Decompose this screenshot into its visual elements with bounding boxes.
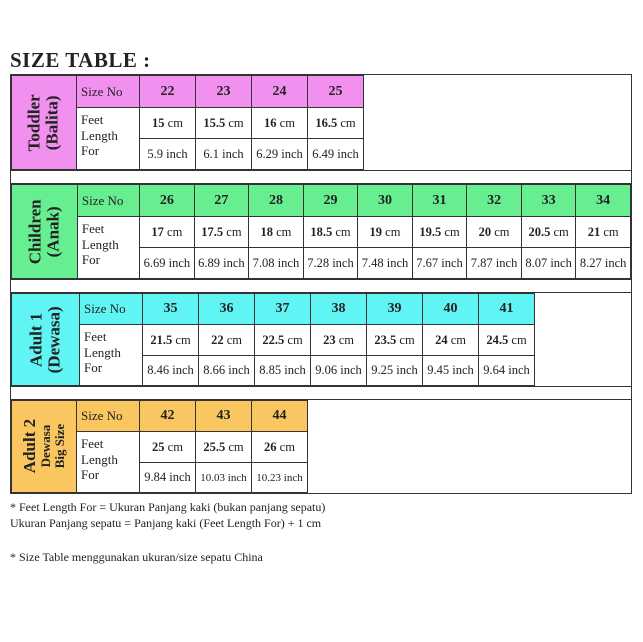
- cm-cell: [143, 325, 199, 356]
- cm-value: 25: [152, 439, 165, 454]
- inch-cell: 5.9 inch: [140, 139, 196, 170]
- size-number: 44: [252, 401, 308, 432]
- size-no-label: Size No: [77, 185, 139, 217]
- section-spacer: [11, 387, 631, 400]
- note-3: * Size Table menggunakan ukuran/size sepatu China: [10, 550, 263, 564]
- inch-cell: 6.1 inch: [196, 139, 252, 170]
- cm-cell: [252, 432, 308, 463]
- size-row: [12, 76, 364, 108]
- cm-cell: [140, 217, 195, 248]
- cm-unit: cm: [494, 224, 510, 239]
- inch-cell: 6.89 inch: [194, 248, 249, 279]
- cm-value: 20.5: [528, 224, 551, 239]
- inch-cell: 8.07 inch: [521, 248, 576, 279]
- cm-cell: [196, 108, 252, 139]
- size-number: 25: [308, 76, 364, 108]
- size-number: 43: [196, 401, 252, 432]
- feet-length-label: Feet Length For: [77, 108, 140, 170]
- section-table: [11, 75, 364, 170]
- cm-unit: cm: [226, 332, 242, 347]
- section-adult2: [11, 400, 631, 494]
- cm-unit: cm: [385, 224, 401, 239]
- size-no-label: Size No: [77, 401, 140, 432]
- cm-cell: [303, 217, 358, 248]
- section-name: Adult 1: [26, 312, 46, 367]
- section-name: Adult 2: [19, 419, 39, 474]
- size-number: 39: [367, 294, 423, 325]
- cm-value: 18.5: [310, 224, 333, 239]
- cm-unit: cm: [228, 115, 244, 130]
- size-number: 36: [199, 294, 255, 325]
- cm-cell: [479, 325, 535, 356]
- size-number: 41: [479, 294, 535, 325]
- section-toddler: [11, 75, 631, 171]
- cm-unit: cm: [444, 224, 460, 239]
- section-subname: (Balita): [42, 95, 62, 150]
- cm-value: 16.5: [315, 115, 338, 130]
- size-table: [10, 74, 632, 494]
- inch-cell: 10.03 inch: [196, 463, 252, 493]
- size-row: [12, 294, 535, 325]
- cm-unit: cm: [228, 439, 244, 454]
- section-label: [12, 294, 80, 386]
- size-number: 28: [249, 185, 304, 217]
- cm-row: [12, 325, 535, 356]
- inch-cell: 9.45 inch: [423, 356, 479, 386]
- cm-cell: [311, 325, 367, 356]
- cm-value: 20: [478, 224, 492, 239]
- section-name: Toddler: [25, 93, 45, 152]
- cm-cell: [358, 217, 413, 248]
- inch-cell: 6.49 inch: [308, 139, 364, 170]
- cm-value: 24: [435, 332, 448, 347]
- inch-cell: 7.67 inch: [412, 248, 467, 279]
- cm-value: 21: [587, 224, 601, 239]
- cm-value: 19: [369, 224, 383, 239]
- size-number: 35: [143, 294, 199, 325]
- cm-row: [12, 217, 631, 248]
- cm-value: 22: [211, 332, 224, 347]
- size-no-label: Size No: [80, 294, 143, 325]
- cm-value: 16: [264, 115, 277, 130]
- inch-cell: 6.29 inch: [252, 139, 308, 170]
- cm-cell: [199, 325, 255, 356]
- section-label: [12, 401, 77, 493]
- size-number: 26: [140, 185, 195, 217]
- feet-length-label: Feet Length For: [80, 325, 143, 386]
- size-number: 30: [358, 185, 413, 217]
- size-number: 38: [311, 294, 367, 325]
- cm-unit: cm: [279, 115, 295, 130]
- feet-length-label: Feet Length For: [77, 432, 140, 493]
- size-number: 37: [255, 294, 311, 325]
- inch-cell: 10.23 inch: [252, 463, 308, 493]
- size-number: 29: [303, 185, 358, 217]
- section-subname: (Anak): [43, 206, 63, 258]
- section-name: Children: [25, 199, 45, 264]
- section-table: [11, 184, 631, 279]
- section-adult1: [11, 293, 631, 387]
- size-number: 33: [521, 185, 576, 217]
- cm-unit: cm: [226, 224, 242, 239]
- cm-unit: cm: [279, 439, 295, 454]
- cm-unit: cm: [175, 332, 191, 347]
- cm-unit: cm: [450, 332, 466, 347]
- cm-cell: [249, 217, 304, 248]
- inch-cell: 8.46 inch: [143, 356, 199, 386]
- section-children: [11, 184, 631, 280]
- note-1: * Feet Length For = Ukuran Panjang kaki (bukan panjang sepatu): [10, 500, 326, 514]
- cm-unit: cm: [276, 224, 292, 239]
- inch-cell: 8.27 inch: [576, 248, 631, 279]
- cm-unit: cm: [511, 332, 527, 347]
- size-number: 31: [412, 185, 467, 217]
- cm-cell: [412, 217, 467, 248]
- cm-value: 19.5: [419, 224, 442, 239]
- section-spacer: [11, 171, 631, 184]
- cm-cell: [140, 432, 196, 463]
- cm-cell: [521, 217, 576, 248]
- section-label: [12, 76, 77, 170]
- cm-cell: [252, 108, 308, 139]
- section-subname: Big Size: [51, 424, 67, 469]
- cm-unit: cm: [335, 224, 351, 239]
- cm-value: 17: [151, 224, 164, 239]
- cm-unit: cm: [553, 224, 569, 239]
- cm-cell: [367, 325, 423, 356]
- inch-cell: 9.25 inch: [367, 356, 423, 386]
- cm-cell: [255, 325, 311, 356]
- cm-unit: cm: [338, 332, 354, 347]
- inch-cell: 9.64 inch: [479, 356, 535, 386]
- section-subname: Dewasa: [37, 425, 53, 468]
- cm-cell: [576, 217, 631, 248]
- size-number: 23: [196, 76, 252, 108]
- feet-length-label: Feet Length For: [77, 217, 139, 279]
- cm-unit: cm: [399, 332, 415, 347]
- section-spacer: [11, 280, 631, 293]
- cm-value: 15: [152, 115, 165, 130]
- page-title: SIZE TABLE :: [10, 48, 151, 72]
- cm-value: 18: [260, 224, 273, 239]
- size-number: 40: [423, 294, 479, 325]
- inch-cell: 8.66 inch: [199, 356, 255, 386]
- size-number: 24: [252, 76, 308, 108]
- size-number: 27: [194, 185, 249, 217]
- cm-unit: cm: [167, 115, 183, 130]
- cm-unit: cm: [603, 224, 619, 239]
- cm-cell: [140, 108, 196, 139]
- cm-unit: cm: [340, 115, 356, 130]
- cm-value: 22.5: [262, 332, 285, 347]
- size-row: [12, 401, 308, 432]
- cm-unit: cm: [167, 224, 183, 239]
- cm-cell: [467, 217, 522, 248]
- size-number: 22: [140, 76, 196, 108]
- cm-value: 15.5: [203, 115, 226, 130]
- size-no-label: Size No: [77, 76, 140, 108]
- section-subname: (Dewasa): [44, 305, 64, 374]
- cm-value: 21.5: [150, 332, 173, 347]
- cm-cell: [308, 108, 364, 139]
- inch-cell: 9.84 inch: [140, 463, 196, 493]
- cm-value: 26: [264, 439, 277, 454]
- cm-unit: cm: [167, 439, 183, 454]
- inch-cell: 7.87 inch: [467, 248, 522, 279]
- section-label: [12, 185, 78, 279]
- inch-cell: 9.06 inch: [311, 356, 367, 386]
- cm-value: 23: [323, 332, 336, 347]
- cm-cell: [194, 217, 249, 248]
- section-table: [11, 400, 308, 493]
- cm-unit: cm: [287, 332, 303, 347]
- cm-value: 24.5: [486, 332, 509, 347]
- cm-cell: [196, 432, 252, 463]
- cm-value: 25.5: [203, 439, 226, 454]
- inch-cell: 6.69 inch: [140, 248, 195, 279]
- inch-cell: 8.85 inch: [255, 356, 311, 386]
- inch-cell: 7.28 inch: [303, 248, 358, 279]
- cm-cell: [423, 325, 479, 356]
- inch-cell: 7.08 inch: [249, 248, 304, 279]
- cm-value: 17.5: [201, 224, 224, 239]
- cm-value: 23.5: [374, 332, 397, 347]
- inch-cell: 7.48 inch: [358, 248, 413, 279]
- note-2: Ukuran Panjang sepatu = Panjang kaki (Feet Length For) + 1 cm: [10, 516, 322, 530]
- size-number: 34: [576, 185, 631, 217]
- size-number: 42: [140, 401, 196, 432]
- size-number: 32: [467, 185, 522, 217]
- section-table: [11, 293, 535, 386]
- size-row: [12, 185, 631, 217]
